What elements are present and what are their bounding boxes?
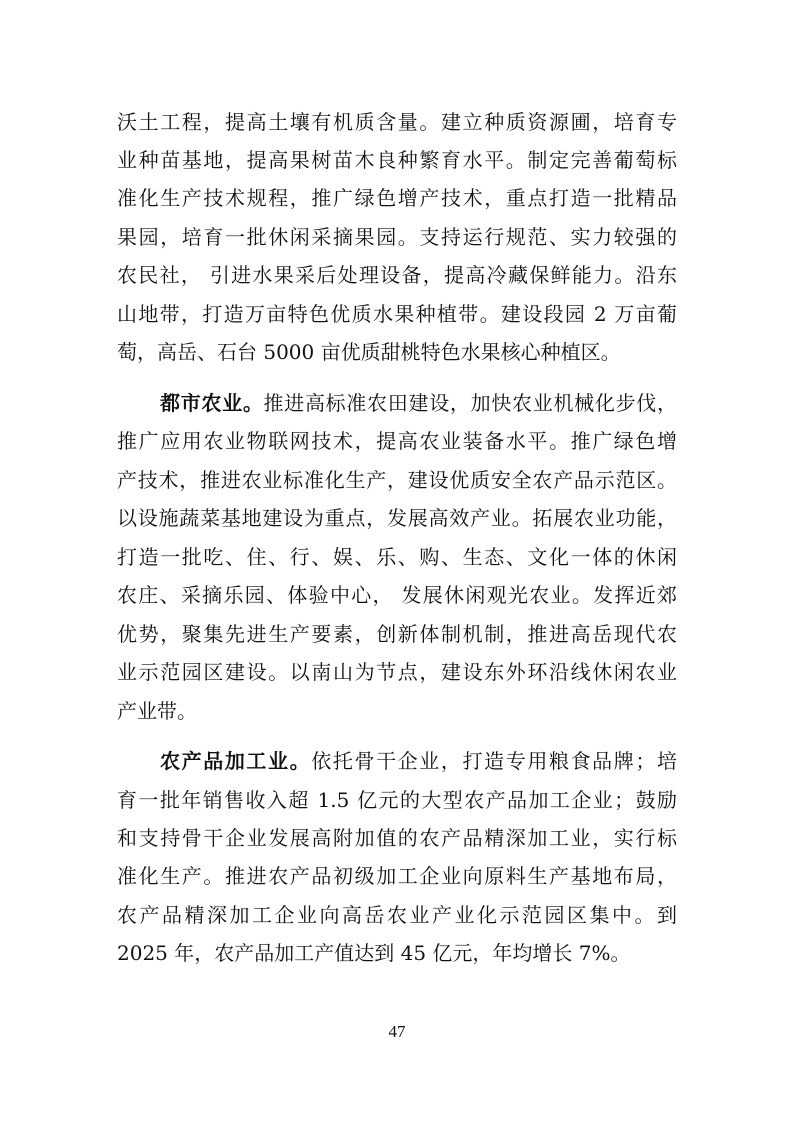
- text-line: 推广应用农业物联网技术，提高农业装备水平。推广绿色增: [117, 429, 677, 453]
- text-line: 准化生产技术规程，推广绿色增产技术，重点打造一批精品: [117, 186, 677, 210]
- text-line: 业种苗基地，提高果树苗木良种繁育水平。制定完善葡萄标: [117, 148, 677, 172]
- section-heading: 都市农业。: [160, 391, 264, 415]
- text-line: 育一批年销售收入超 1.5 亿元的大型农产品加工企业；鼓励: [117, 788, 677, 812]
- text-line: 农产品精深加工企业向高岳农业产业化示范园区集中。到: [117, 903, 677, 927]
- text-line: 优势，聚集先进生产要素，创新体制机制，推进高岳现代农: [117, 622, 677, 646]
- paragraph-first-line: [160, 742, 677, 780]
- text-line: 产技术，推进农业标准化生产，建设优质安全农产品示范区。: [117, 468, 677, 492]
- text-run: 推进高标准农田建设，加快农业机械化步伐，: [263, 391, 678, 415]
- text-line: 打造一批吃、住、行、娱、乐、购、生态、文化一体的休闲: [117, 545, 677, 569]
- text-line: 准化生产。推进农产品初级加工企业向原料生产基地布局，: [117, 864, 677, 888]
- text-line: 农庄、采摘乐园、体验中心， 发展休闲观光农业。发挥近郊: [117, 583, 677, 607]
- text-line: 业示范园区建设。以南山为节点，建设东外环沿线休闲农业: [117, 660, 677, 684]
- page-number: 47: [388, 1022, 406, 1041]
- section-heading: 农产品加工业。: [160, 749, 312, 773]
- text-line: 果园，培育一批休闲采摘果园。支持运行规范、实力较强的: [117, 225, 677, 249]
- paragraph-first-line: [160, 384, 677, 422]
- text-line: 萄，高岳、石台 5000 亩优质甜桃特色水果核心种植区。: [117, 340, 621, 364]
- text-run: 依托骨干企业，打造专用粮食品牌；培: [311, 749, 678, 773]
- text-line: 和支持骨干企业发展高附加值的农产品精深加工业，实行标: [117, 826, 677, 850]
- text-line: 农民社， 引进水果采后处理设备，提高冷藏保鲜能力。沿东: [117, 263, 677, 287]
- text-line: 沃土工程，提高土壤有机质含量。建立种质资源圃，培育专: [117, 110, 677, 134]
- text-line: 产业带。: [117, 699, 197, 723]
- text-line: 2025 年，农产品加工产值达到 45 亿元，年均增长 7%。: [117, 941, 631, 965]
- text-line: 以设施蔬菜基地建设为重点，发展高效产业。拓展农业功能，: [117, 506, 677, 530]
- text-line: 山地带，打造万亩特色优质水果种植带。建设段园 2 万亩葡: [117, 302, 677, 326]
